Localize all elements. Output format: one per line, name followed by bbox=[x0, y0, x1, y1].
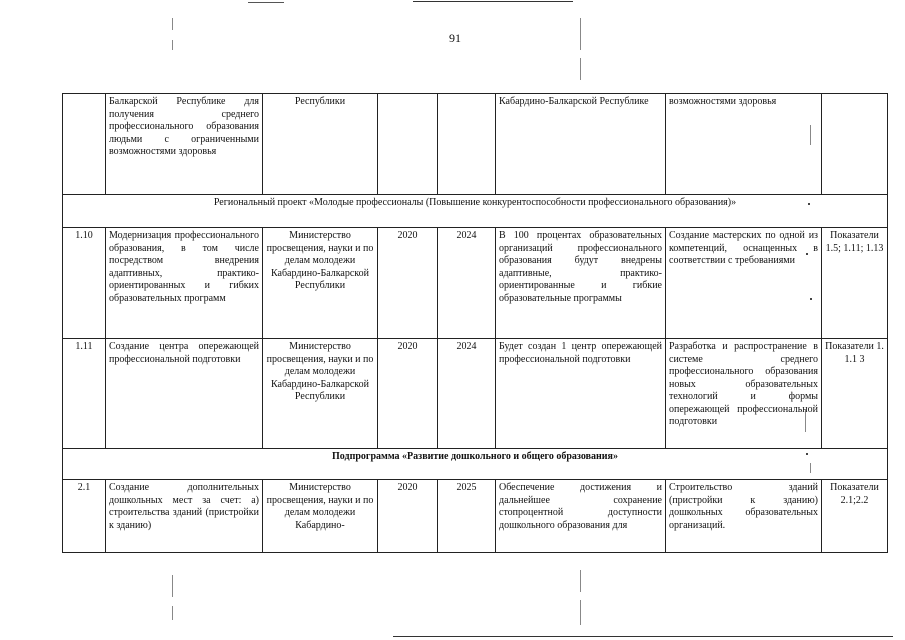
expected-result: Будет создан 1 центр опережающей профессиональной подготовки bbox=[496, 339, 666, 449]
start-year: 2020 bbox=[378, 480, 438, 553]
top-rule-left bbox=[248, 2, 284, 3]
regional-project-heading: Региональный проект «Молодые профессионалы (Повышение конкурентоспособности профессионального образования)» bbox=[63, 195, 888, 228]
indicators: Показатели 2.1;2.2 bbox=[822, 480, 888, 553]
program-table bbox=[62, 93, 888, 553]
subprogram-heading-cell bbox=[63, 449, 888, 480]
scan-mark bbox=[172, 575, 173, 597]
expected-result: В 100 процентах образовательных организаций профессионального образования будут внедрены адаптивные, практико-ориентированные и гибкие образовательные программы bbox=[496, 228, 666, 339]
start-year bbox=[378, 94, 438, 195]
section-row bbox=[63, 195, 888, 228]
table-row bbox=[63, 339, 888, 449]
indicators: Показатели 1. 1.1 3 bbox=[822, 339, 888, 449]
executor: Министерство просвещения, науки и по делам молодежи Кабардино-Балкарской Республики bbox=[263, 228, 378, 339]
key-activities: Строительство зданий (пристройки к зданию) дошкольных образовательных организаций. bbox=[666, 480, 822, 553]
key-activities: Создание мастерских по одной из компетенций, оснащенных в соответствии с требованиями bbox=[666, 228, 822, 339]
section-row bbox=[63, 449, 888, 480]
scan-mark bbox=[580, 18, 581, 50]
measure-name: Балкарской Республике для получения среднего профессионального образования людьми с ограниченными возможностями здоровья bbox=[106, 94, 263, 195]
table-row bbox=[63, 228, 888, 339]
table-row bbox=[63, 94, 888, 195]
measure-name: Создание дополнительных дошкольных мест за счет: а) строительства зданий (пристройки к зданию) bbox=[106, 480, 263, 553]
page-number: 91 bbox=[449, 31, 461, 45]
key-activities: Разработка и распространение в системе среднего профессионального образования новых образовательных технологий и формы опережающей профессиональной подготовки bbox=[666, 339, 822, 449]
scan-mark bbox=[580, 58, 581, 80]
bottom-rule bbox=[393, 636, 893, 637]
row-number: 1.10 bbox=[63, 228, 106, 339]
end-year: 2024 bbox=[438, 228, 496, 339]
end-year: 2025 bbox=[438, 480, 496, 553]
row-number: 2.1 bbox=[63, 480, 106, 553]
executor: Министерство просвещения, науки и по делам молодежи Кабардино- bbox=[263, 480, 378, 553]
scan-mark bbox=[172, 18, 173, 30]
scan-mark bbox=[580, 570, 581, 592]
measure-name: Создание центра опережающей профессиональной подготовки bbox=[106, 339, 263, 449]
row-number bbox=[63, 94, 106, 195]
expected-result: Кабардино-Балкарской Республике bbox=[496, 94, 666, 195]
row-number: 1.11 bbox=[63, 339, 106, 449]
top-rule-right bbox=[413, 1, 573, 2]
subprogram-heading: Подпрограмма «Развитие дошкольного и общего образования» bbox=[332, 451, 618, 462]
scan-mark bbox=[172, 606, 173, 620]
indicators bbox=[822, 94, 888, 195]
scan-mark bbox=[580, 600, 581, 625]
table-row bbox=[63, 480, 888, 553]
end-year bbox=[438, 94, 496, 195]
executor: Министерство просвещения, науки и по делам молодежи Кабардино-Балкарской Республики bbox=[263, 339, 378, 449]
measure-name: Модернизация профессионального образования, в том числе посредством внедрения адаптивных, практико-ориентированных и гибких образовательных программ bbox=[106, 228, 263, 339]
start-year: 2020 bbox=[378, 339, 438, 449]
expected-result: Обеспечение достижения и дальнейшее сохранение стопроцентной доступности дошкольного образования для bbox=[496, 480, 666, 553]
executor: Республики bbox=[263, 94, 378, 195]
end-year: 2024 bbox=[438, 339, 496, 449]
scan-mark bbox=[172, 40, 173, 50]
start-year: 2020 bbox=[378, 228, 438, 339]
indicators: Показатели 1.5; 1.11; 1.13 bbox=[822, 228, 888, 339]
key-activities: возможностями здоровья bbox=[666, 94, 822, 195]
